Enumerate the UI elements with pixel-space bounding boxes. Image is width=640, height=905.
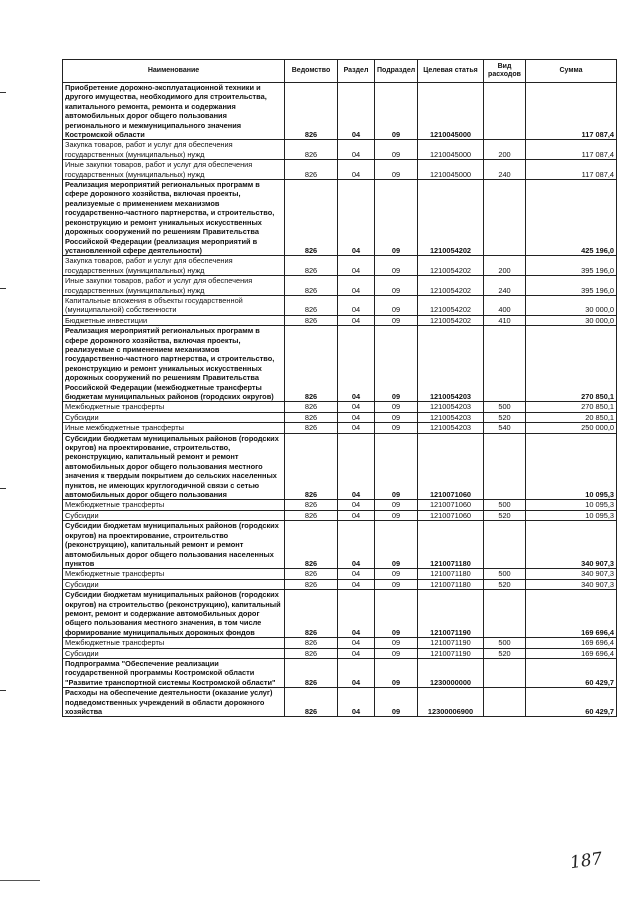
cell-sum: 10 095,3 (526, 433, 617, 500)
cell-sum: 169 696,4 (526, 590, 617, 638)
cell-dept: 826 (285, 569, 338, 579)
cell-section: 04 (338, 658, 375, 687)
cell-target: 1210071180 (418, 579, 484, 589)
cell-section: 04 (338, 276, 375, 296)
cell-sum: 340 907,3 (526, 579, 617, 589)
cell-subsection: 09 (375, 500, 418, 510)
header-subsection: Подраздел (375, 60, 418, 83)
cell-sum: 395 196,0 (526, 256, 617, 276)
margin-tick (0, 488, 6, 489)
cell-target: 1210054203 (418, 423, 484, 433)
cell-name: Реализация мероприятий региональных программ в сфере дорожного хозяйства, включая проекты, реализуемые с применением механизмов государственно-частного партнерства, и строительство, реконструкцию и ремонт уникальных искусственных дорожных сооружений по решениям Правительства Российской Федерации (реализация мероприятий в установленной сфере деятельности) (63, 180, 285, 256)
cell-subsection: 09 (375, 180, 418, 256)
cell-sum: 270 850,1 (526, 326, 617, 402)
cell-dept: 826 (285, 423, 338, 433)
cell-dept: 826 (285, 500, 338, 510)
cell-subsection: 09 (375, 402, 418, 412)
cell-section: 04 (338, 160, 375, 180)
margin-tick (0, 690, 6, 691)
cell-section: 04 (338, 315, 375, 325)
cell-section: 04 (338, 180, 375, 256)
cell-subsection: 09 (375, 295, 418, 315)
cell-name: Субсидии (63, 412, 285, 422)
cell-sum: 340 907,3 (526, 521, 617, 569)
cell-expense: 500 (484, 638, 526, 648)
table-header-row (63, 60, 617, 83)
cell-subsection: 09 (375, 638, 418, 648)
cell-sum: 20 850,1 (526, 412, 617, 422)
cell-target: 1210071060 (418, 500, 484, 510)
cell-name: Капитальные вложения в объекты государственной (муниципальной) собственности (63, 295, 285, 315)
cell-name: Субсидии (63, 648, 285, 658)
table-row (63, 402, 617, 412)
cell-subsection: 09 (375, 83, 418, 140)
cell-sum: 250 000,0 (526, 423, 617, 433)
cell-name: Субсидии (63, 510, 285, 520)
cell-name: Иные закупки товаров, работ и услуг для обеспечения государственных (муниципальных) нужд (63, 276, 285, 296)
cell-expense (484, 688, 526, 717)
table-row (63, 160, 617, 180)
cell-expense: 200 (484, 140, 526, 160)
cell-name: Приобретение дорожно-эксплуатационной техники и другого имущества, необходимого для строительства, капитального ремонта, ремонта и содержания автомобильных дорог общего пользования регионального и межмуниципального значения Костромской области (63, 83, 285, 140)
cell-subsection: 09 (375, 423, 418, 433)
table-row (63, 423, 617, 433)
table-row (63, 315, 617, 325)
cell-section: 04 (338, 423, 375, 433)
header-section: Раздел (338, 60, 375, 83)
table-row (63, 83, 617, 140)
cell-subsection: 09 (375, 648, 418, 658)
cell-section: 04 (338, 412, 375, 422)
table-row (63, 180, 617, 256)
cell-name: Реализация мероприятий региональных программ в сфере дорожного хозяйства, включая проекты, реализуемые с применением механизмов государственно-частного партнерства, и строительство, реконструкцию и ремонт уникальных искусственных дорожных сооружений по решениям Правительства Российской Федерации (межбюджетные трансферты бюджетам муниципальных районов (городских округов) (63, 326, 285, 402)
cell-expense: 240 (484, 276, 526, 296)
cell-name: Межбюджетные трансферты (63, 638, 285, 648)
cell-expense (484, 180, 526, 256)
cell-sum: 10 095,3 (526, 500, 617, 510)
cell-dept: 826 (285, 402, 338, 412)
cell-dept: 826 (285, 510, 338, 520)
cell-sum: 60 429,7 (526, 658, 617, 687)
cell-dept: 826 (285, 326, 338, 402)
cell-dept: 826 (285, 276, 338, 296)
cell-sum: 30 000,0 (526, 295, 617, 315)
cell-target: 1210054203 (418, 402, 484, 412)
table-row (63, 658, 617, 687)
cell-sum: 10 095,3 (526, 510, 617, 520)
header-target: Целевая статья (418, 60, 484, 83)
cell-section: 04 (338, 433, 375, 500)
cell-target: 1230000000 (418, 658, 484, 687)
cell-name: Бюджетные инвестиции (63, 315, 285, 325)
cell-section: 04 (338, 510, 375, 520)
cell-section: 04 (338, 256, 375, 276)
page-number: 187 (568, 848, 604, 874)
cell-target: 1210054202 (418, 315, 484, 325)
cell-expense: 200 (484, 256, 526, 276)
cell-dept: 826 (285, 160, 338, 180)
cell-section: 04 (338, 638, 375, 648)
cell-target: 1210071060 (418, 510, 484, 520)
cell-subsection: 09 (375, 256, 418, 276)
cell-name: Закупка товаров, работ и услуг для обеспечения государственных (муниципальных) нужд (63, 140, 285, 160)
cell-subsection: 09 (375, 521, 418, 569)
cell-name: Субсидии бюджетам муниципальных районов (городских округов) на проектирование, строительство (реконструкцию), капитальный ремонт и ремонт автомобильных дорог общего пользования населенных пунктов (63, 521, 285, 569)
cell-section: 04 (338, 590, 375, 638)
cell-name: Закупка товаров, работ и услуг для обеспечения государственных (муниципальных) нужд (63, 256, 285, 276)
cell-section: 04 (338, 295, 375, 315)
cell-subsection: 09 (375, 658, 418, 687)
cell-target: 1210071180 (418, 569, 484, 579)
cell-target: 1210054203 (418, 412, 484, 422)
margin-tick (0, 288, 6, 289)
table-row (63, 412, 617, 422)
table-row (63, 276, 617, 296)
cell-sum: 169 696,4 (526, 638, 617, 648)
cell-expense: 410 (484, 315, 526, 325)
divider (0, 880, 40, 881)
cell-dept: 826 (285, 140, 338, 160)
cell-name: Иные закупки товаров, работ и услуг для обеспечения государственных (муниципальных) нужд (63, 160, 285, 180)
cell-name: Межбюджетные трансферты (63, 569, 285, 579)
cell-sum: 117 087,4 (526, 160, 617, 180)
cell-dept: 826 (285, 180, 338, 256)
header-dept: Ведомство (285, 60, 338, 83)
cell-name: Субсидии бюджетам муниципальных районов (городских округов) на строительство (реконструкцию), капитальный ремонт, ремонт и содержание автомобильных дорог общего пользования местного значения, в том числе формирование муниципальных дорожных фондов (63, 590, 285, 638)
cell-subsection: 09 (375, 590, 418, 638)
table-row (63, 688, 617, 717)
cell-subsection: 09 (375, 315, 418, 325)
table-row (63, 648, 617, 658)
cell-section: 04 (338, 326, 375, 402)
cell-dept: 826 (285, 658, 338, 687)
cell-expense: 520 (484, 579, 526, 589)
cell-section: 04 (338, 402, 375, 412)
cell-expense (484, 590, 526, 638)
cell-dept: 826 (285, 412, 338, 422)
cell-dept: 826 (285, 579, 338, 589)
cell-sum: 270 850,1 (526, 402, 617, 412)
cell-expense: 400 (484, 295, 526, 315)
table-row (63, 569, 617, 579)
cell-subsection: 09 (375, 276, 418, 296)
cell-target: 1210071060 (418, 433, 484, 500)
cell-sum: 425 196,0 (526, 180, 617, 256)
cell-dept: 826 (285, 83, 338, 140)
table-row (63, 521, 617, 569)
cell-dept: 826 (285, 433, 338, 500)
cell-sum: 30 000,0 (526, 315, 617, 325)
cell-sum: 117 087,4 (526, 83, 617, 140)
cell-subsection: 09 (375, 688, 418, 717)
table-row (63, 500, 617, 510)
cell-dept: 826 (285, 648, 338, 658)
header-sum: Сумма (526, 60, 617, 83)
margin-tick (0, 92, 6, 93)
cell-name: Субсидии бюджетам муниципальных районов (городских округов) на проектирование, строительство, реконструкцию, капитальный ремонт и ремонт автомобильных дорог общего пользования местного значения к твердым покрытием до сельских населенных пунктов, не имеющих круглогодичной связи с сетью автомобильных дорог общего пользования (63, 433, 285, 500)
cell-expense (484, 326, 526, 402)
table-row (63, 590, 617, 638)
cell-name: Иные межбюджетные трансферты (63, 423, 285, 433)
cell-section: 04 (338, 579, 375, 589)
cell-section: 04 (338, 569, 375, 579)
cell-dept: 826 (285, 256, 338, 276)
table-row (63, 510, 617, 520)
cell-target: 1210071190 (418, 638, 484, 648)
cell-expense: 520 (484, 412, 526, 422)
cell-target: 1210054202 (418, 276, 484, 296)
cell-expense: 520 (484, 648, 526, 658)
cell-expense: 500 (484, 402, 526, 412)
cell-expense: 540 (484, 423, 526, 433)
cell-dept: 826 (285, 688, 338, 717)
cell-target: 12300006900 (418, 688, 484, 717)
cell-target: 1210054202 (418, 256, 484, 276)
cell-section: 04 (338, 688, 375, 717)
cell-subsection: 09 (375, 412, 418, 422)
cell-sum: 169 696,4 (526, 648, 617, 658)
table-row (63, 140, 617, 160)
budget-table (62, 59, 617, 717)
table-row (63, 295, 617, 315)
table-row (63, 433, 617, 500)
cell-expense (484, 83, 526, 140)
cell-dept: 826 (285, 521, 338, 569)
cell-dept: 826 (285, 590, 338, 638)
cell-expense: 240 (484, 160, 526, 180)
cell-section: 04 (338, 140, 375, 160)
cell-target: 1210054202 (418, 180, 484, 256)
cell-name: Расходы на обеспечение деятельности (оказание услуг) подведомственных учреждений в области дорожного хозяйства (63, 688, 285, 717)
cell-subsection: 09 (375, 510, 418, 520)
table-row (63, 256, 617, 276)
cell-section: 04 (338, 500, 375, 510)
cell-expense: 520 (484, 510, 526, 520)
cell-target: 1210071180 (418, 521, 484, 569)
cell-dept: 826 (285, 295, 338, 315)
cell-subsection: 09 (375, 579, 418, 589)
cell-name: Межбюджетные трансферты (63, 500, 285, 510)
cell-target: 1210071190 (418, 590, 484, 638)
cell-section: 04 (338, 648, 375, 658)
table-row (63, 579, 617, 589)
cell-target: 1210045000 (418, 140, 484, 160)
cell-target: 1210071190 (418, 648, 484, 658)
cell-expense: 500 (484, 500, 526, 510)
cell-name: Межбюджетные трансферты (63, 402, 285, 412)
cell-subsection: 09 (375, 433, 418, 500)
cell-subsection: 09 (375, 569, 418, 579)
cell-sum: 117 087,4 (526, 140, 617, 160)
cell-sum: 395 196,0 (526, 276, 617, 296)
cell-sum: 340 907,3 (526, 569, 617, 579)
cell-subsection: 09 (375, 140, 418, 160)
cell-section: 04 (338, 521, 375, 569)
cell-dept: 826 (285, 638, 338, 648)
cell-sum: 60 429,7 (526, 688, 617, 717)
cell-target: 1210045000 (418, 83, 484, 140)
cell-name: Подпрограмма "Обеспечение реализации государственной программы Костромской области "Развитие транспортной системы Костромской области" (63, 658, 285, 687)
table-row (63, 326, 617, 402)
cell-target: 1210054203 (418, 326, 484, 402)
cell-expense: 500 (484, 569, 526, 579)
cell-expense (484, 433, 526, 500)
cell-subsection: 09 (375, 160, 418, 180)
cell-section: 04 (338, 83, 375, 140)
cell-dept: 826 (285, 315, 338, 325)
header-name: Наименование (63, 60, 285, 83)
table-row (63, 638, 617, 648)
cell-expense (484, 521, 526, 569)
cell-name: Субсидии (63, 579, 285, 589)
cell-target: 1210054202 (418, 295, 484, 315)
header-expense: Вид расходов (484, 60, 526, 83)
cell-subsection: 09 (375, 326, 418, 402)
cell-target: 1210045000 (418, 160, 484, 180)
cell-expense (484, 658, 526, 687)
